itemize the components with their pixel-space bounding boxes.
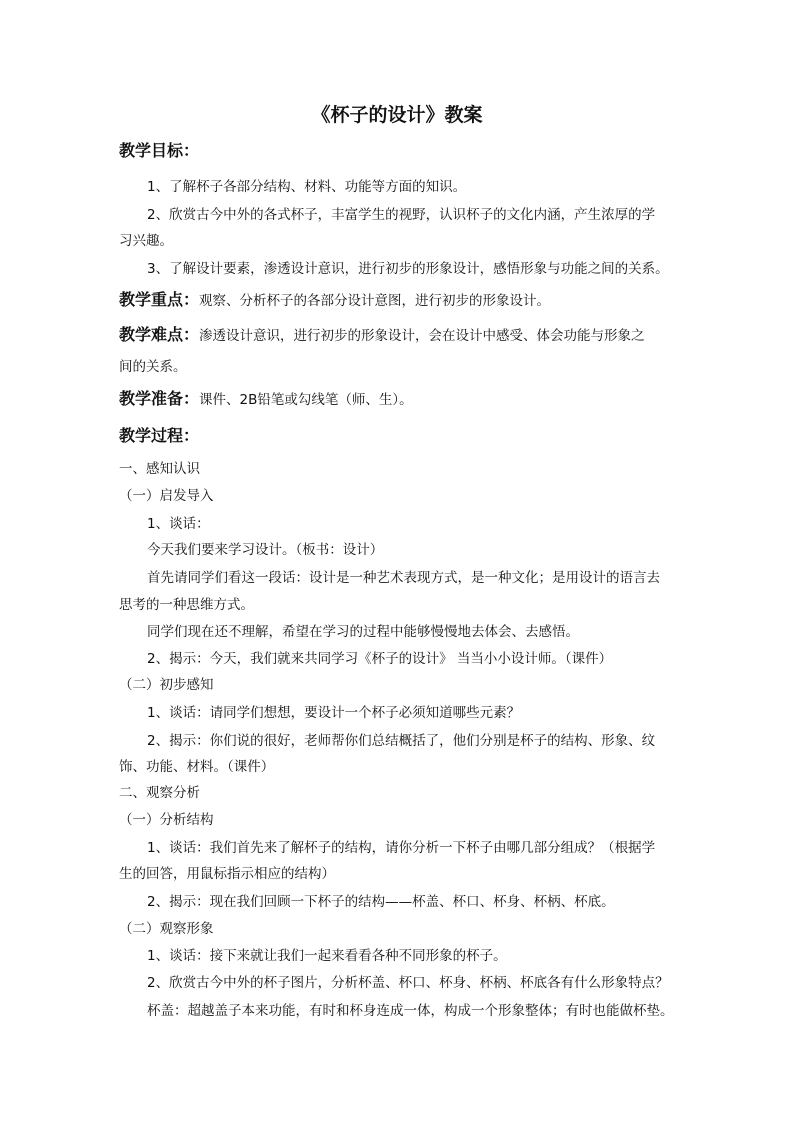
key-points-line: [119, 287, 550, 310]
subsection-heading: （二）观察形象: [119, 921, 214, 937]
process-line-continued: 思考的一种思维方式。: [119, 597, 254, 613]
subsection-heading: （一）分析结构: [119, 812, 214, 828]
process-line: 1、谈话：接下来就让我们一起来看看各种不同形象的杯子。: [147, 948, 507, 964]
difficulties-line: [119, 322, 645, 345]
preparation-label: 教学准备：: [119, 389, 200, 408]
preparation-line: [119, 386, 413, 409]
objective-item: 1、了解杯子各部分结构、材料、功能等方面的知识。: [147, 179, 467, 195]
difficulties-label: 教学难点：: [119, 325, 200, 344]
process-line: 2、揭示：今天，我们就来共同学习《杯子的设计》 当当小小设计师。（课件）: [147, 651, 613, 667]
process-line: 1、谈话：我们首先来了解杯子的结构，请你分析一下杯子由哪几部分组成？（根据学: [147, 840, 656, 856]
process-line-continued: 生的回答，用鼠标指示相应的结构）: [119, 866, 335, 882]
process-line: 2、揭示：现在我们回顾一下杯子的结构——杯盖、杯口、杯身、杯柄、杯底。: [147, 894, 615, 910]
subsection-heading: （一）启发导入: [119, 488, 214, 504]
process-line: 杯盖：超越盖子本来功能，有时和杯身连成一体，构成一个形象整体；有时也能做杯垫。: [147, 1003, 674, 1019]
preparation-text: 课件、2B铅笔或勾线笔（师、生）。: [199, 392, 413, 408]
subsection-heading: （二）初步感知: [119, 677, 214, 693]
process-line: 首先请同学们看这一段话：设计是一种艺术表现方式，是一种文化；是用设计的语言去: [147, 570, 660, 586]
key-points-text: 观察、分析杯子的各部分设计意图，进行初步的形象设计。: [199, 293, 551, 309]
objectives-heading: 教学目标：: [119, 141, 200, 160]
process-line: 2、欣赏古今中外的杯子图片，分析杯盖、杯口、杯身、杯柄、杯底各有什么形象特点？: [147, 975, 669, 991]
process-heading: 教学过程：: [119, 426, 200, 445]
objective-item: 3、了解设计要素，渗透设计意识，进行初步的形象设计，感悟形象与功能之间的关系。: [147, 261, 669, 277]
process-line: 今天我们要来学习设计。（板书：设计）: [147, 542, 384, 558]
key-points-label: 教学重点：: [119, 290, 200, 309]
process-line: 同学们现在还不理解，希望在学习的过程中能够慢慢地去体会、去感悟。: [147, 624, 579, 640]
difficulties-text: 渗透设计意识，进行初步的形象设计，会在设计中感受、体会功能与形象之: [199, 328, 645, 344]
process-line-continued: 饰、功能、材料。（课件）: [119, 759, 275, 775]
section-heading: 一、感知认识: [119, 461, 200, 477]
document-title: 《杯子的设计》教案: [311, 104, 483, 126]
section-heading: 二、观察分析: [119, 785, 200, 801]
difficulties-text-continued: 间的关系。: [119, 359, 187, 375]
process-line: 1、谈话：: [147, 516, 210, 532]
process-line: 1、谈话：请同学们想想，要设计一个杯子必须知道哪些元素？: [147, 705, 521, 721]
objective-item-continued: 习兴趣。: [119, 233, 173, 249]
process-line: 2、揭示：你们说的很好，老师帮你们总结概括了，他们分别是杯子的结构、形象、纹: [147, 733, 656, 749]
objective-item: 2、欣赏古今中外的各式杯子，丰富学生的视野，认识杯子的文化内涵，产生浓厚的学: [147, 207, 656, 223]
